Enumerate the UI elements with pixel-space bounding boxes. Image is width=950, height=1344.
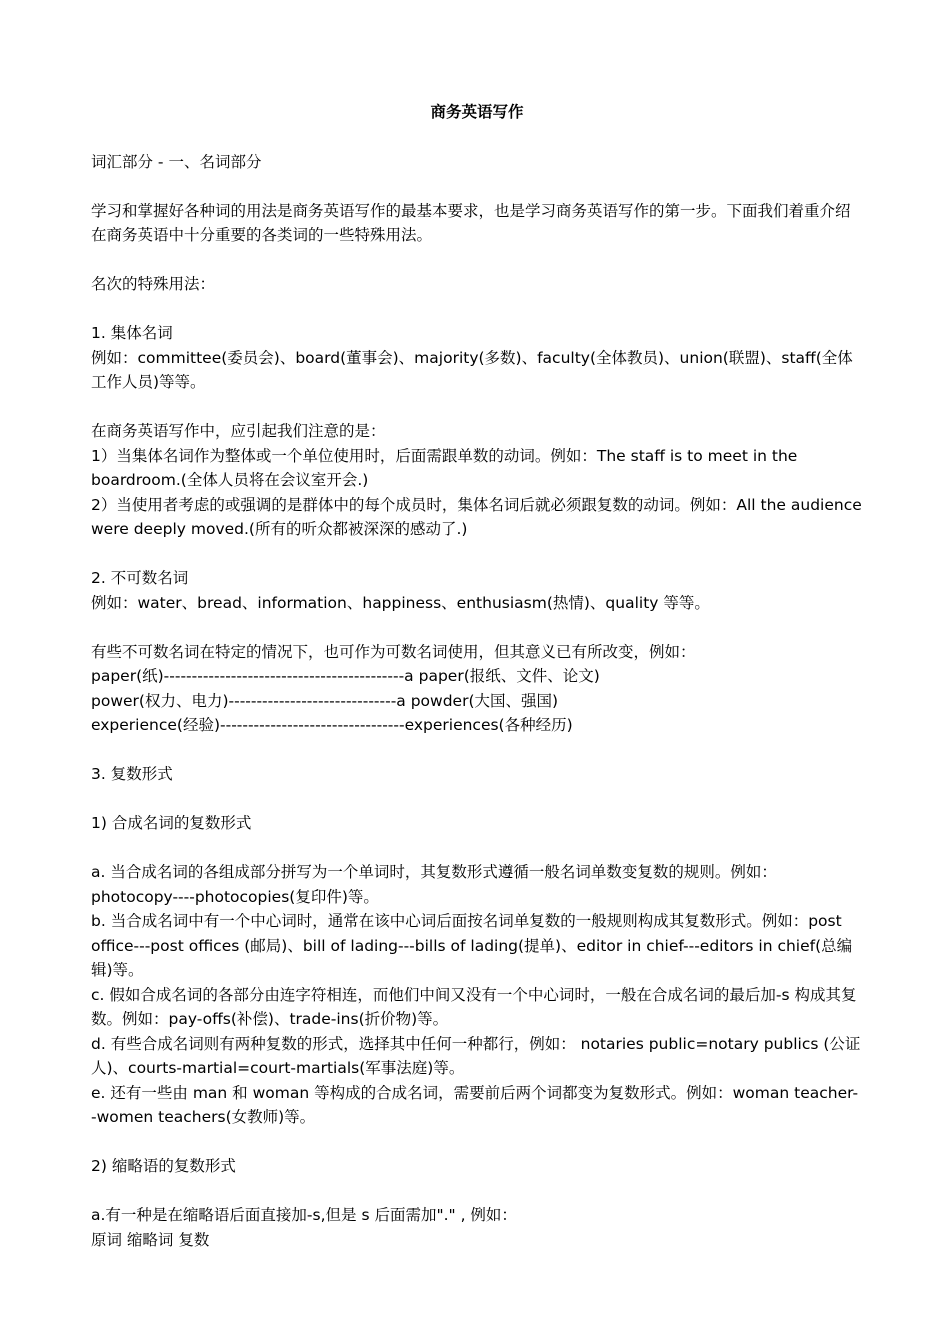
paragraph-gap xyxy=(91,615,863,640)
abbreviation-rule-a: a.有一种是在缩略语后面直接加-s,但是 s 后面需加"." , 例如： xyxy=(91,1206,517,1224)
intro-paragraph: 学习和掌握好各种词的用法是商务英语写作的最基本要求，也是学习商务英语写作的第一步。下面我们着重介绍在商务英语中十分重要的各类词的一些特殊用法。 xyxy=(91,201,851,244)
collective-heading: 1. 集体名词 xyxy=(91,324,173,342)
paragraph-gap xyxy=(91,248,863,273)
plural-heading: 3. 复数形式 xyxy=(91,765,173,783)
attention-point-1: 1）当集体名词作为整体或一个单位使用时，后面需跟单数的动词。例如：The staff is to meet in the boardroom.(全体人员将在会议室开会.) xyxy=(91,446,798,489)
document-title: 商务英语写作 xyxy=(430,103,524,121)
section-heading: 词汇部分 - 一、名词部分 xyxy=(91,152,262,171)
attention-point-2: 2）当使用者考虑的或强调的是群体中的每个成员时，集体名词后就必须跟复数的动词。例如：All the audience were deeply moved.(所有的听众都被深深的感动了.) xyxy=(91,495,862,538)
compound-rule-e: e. 还有一些由 man 和 woman 等构成的合成名词，需要前后两个词都变为复数形式。例如：woman teacher--women teachers(女教师)等。 xyxy=(91,1083,859,1126)
paragraph-gap xyxy=(91,542,863,567)
paragraph-gap xyxy=(91,174,863,199)
uncountable-lead: 有些不可数名词在特定的情况下，也可作为可数名词使用，但其意义已有所改变，例如： xyxy=(91,642,696,661)
paragraph-gap xyxy=(91,1179,863,1204)
uncountable-pair-2: power(权力、电力)------------------------------a powder(大国、强国) xyxy=(91,691,559,710)
document-page xyxy=(91,100,863,1252)
paragraph-gap xyxy=(91,738,863,763)
paragraph-gap xyxy=(91,395,863,420)
collective-example: 例如：committee(委员会)、board(董事会)、majority(多数)、faculty(全体教员)、union(联盟)、staff(全体工作人员)等等。 xyxy=(91,348,853,391)
abbreviation-plural-heading: 2) 缩略语的复数形式 xyxy=(91,1157,236,1175)
uncountable-pair-3: experience(经验)---------------------------------experiences(各种经历) xyxy=(91,716,573,734)
paragraph-gap xyxy=(91,787,863,812)
compound-rule-d: d. 有些合成名词则有两种复数的形式，选择其中任何一种都行，例如： notaries public=notary publics (公证人)、courts-martial=court-martials(军事法庭)等。 xyxy=(91,1034,861,1077)
uncountable-pair-1: paper(纸)-------------------------------------------a paper(报纸、文件、论文) xyxy=(91,667,600,685)
compound-plural-heading: 1) 合成名词的复数形式 xyxy=(91,814,252,832)
compound-rule-a: a. 当合成名词的各组成部分拼写为一个单词时，其复数形式遵循一般名词单数变复数的规则。例如：photocopy----photocopies(复印件)等。 xyxy=(91,863,777,906)
paragraph-gap xyxy=(91,836,863,861)
uncountable-example: 例如：water、bread、information、happiness、enthusiasm(热情)、quality 等等。 xyxy=(91,593,710,612)
compound-rule-c: c. 假如合成名词的各部分由连字符相连，而他们中间又没有一个中心词时，一般在合成名词的最后加-s 构成其复数。例如：pay-offs(补偿)、trade-ins(折价物)等。 xyxy=(91,985,857,1028)
abbreviation-columns: 原词 缩略词 复数 xyxy=(91,1230,210,1249)
compound-rule-b: b. 当合成名词中有一个中心词时，通常在该中心词后面按名词单复数的一般规则构成其复数形式。例如：post office---post offices (邮局)、bill of lading---bills of lading(提单)、editor in chief---editors in chief(总编辑)等。 xyxy=(91,912,853,979)
noun-usage-label: 名次的特殊用法： xyxy=(91,275,216,293)
uncountable-heading: 2. 不可数名词 xyxy=(91,569,189,587)
paragraph-gap xyxy=(91,1130,863,1155)
attention-lead: 在商务英语写作中，应引起我们注意的是： xyxy=(91,422,386,440)
paragraph-gap xyxy=(91,297,863,322)
